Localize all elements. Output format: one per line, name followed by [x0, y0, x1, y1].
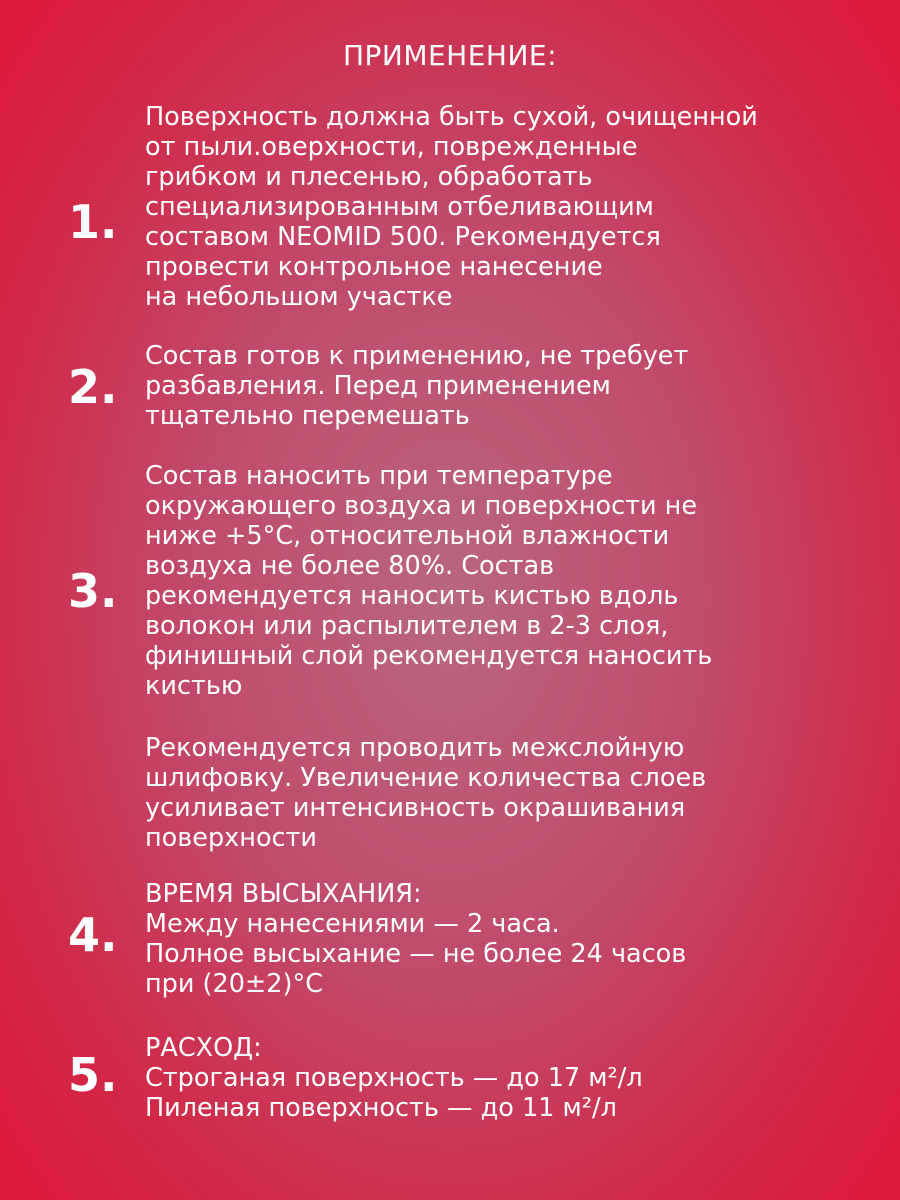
step-text-line: грибком и плесенью, обработать — [145, 162, 593, 192]
step-text-line: на небольшом участке — [145, 282, 453, 312]
step-text-line: провести контрольное нанесение — [145, 252, 603, 282]
step-text-line: от пыли.оверхности, поврежденные — [145, 132, 638, 162]
step-text-line: РАСХОД: — [145, 1033, 262, 1063]
step-text-line: кистью — [145, 671, 243, 701]
step-text-line: специализированным отбеливающим — [145, 192, 654, 222]
step-text-4 — [145, 879, 845, 999]
step-text-5 — [145, 1033, 845, 1123]
step-number-5: 5. — [68, 1048, 118, 1102]
step-text-line: Состав готов к применению, не требует — [145, 341, 689, 371]
step-text-line: поверхности — [145, 823, 317, 853]
step-number-1: 1. — [68, 195, 118, 249]
step-text-2 — [145, 341, 845, 431]
step-text-line: усиливает интенсивность окрашивания — [145, 793, 686, 823]
step-text-line: финишный слой рекомендуется наносить — [145, 641, 713, 671]
step-text-line: Состав наносить при температуре — [145, 461, 613, 491]
step-text-line: разбавления. Перед применением — [145, 371, 611, 401]
step-text-line: волокон или распылителем в 2-3 слоя, — [145, 611, 669, 641]
step-text-line: воздуха не более 80%. Состав — [145, 551, 555, 581]
step-number-4: 4. — [68, 908, 118, 962]
step-text-line: окружающего воздуха и поверхности не — [145, 491, 698, 521]
step-text-line: Пиленая поверхность — до 11 м²/л — [145, 1093, 617, 1123]
step-text-line: Строганая поверхность — до 17 м²/л — [145, 1063, 643, 1093]
step-text-line: составом NEOMID 500. Рекомендуется — [145, 222, 661, 252]
step-text-3 — [145, 461, 845, 701]
step-text-note — [145, 733, 845, 853]
step-text-1 — [145, 102, 845, 312]
step-number-3: 3. — [68, 564, 118, 618]
step-number-2: 2. — [68, 360, 118, 414]
page-title: ПРИМЕНЕНИЕ: — [342, 39, 558, 72]
step-text-line: Полное высыхание — не более 24 часов — [145, 939, 687, 969]
step-text-line: при (20±2)°С — [145, 969, 324, 999]
step-text-line: Рекомендуется проводить межслойную — [145, 733, 685, 763]
step-text-line: Поверхность должна быть сухой, очищенной — [145, 102, 758, 132]
step-text-line: рекомендуется наносить кистью вдоль — [145, 581, 679, 611]
step-text-line: шлифовку. Увеличение количества слоев — [145, 763, 707, 793]
step-text-line: тщательно перемешать — [145, 401, 470, 431]
step-text-line: Между нанесениями — 2 часа. — [145, 909, 560, 939]
step-text-line: ВРЕМЯ ВЫСЫХАНИЯ: — [145, 879, 422, 909]
step-text-line: ниже +5°С, относительной влажности — [145, 521, 670, 551]
